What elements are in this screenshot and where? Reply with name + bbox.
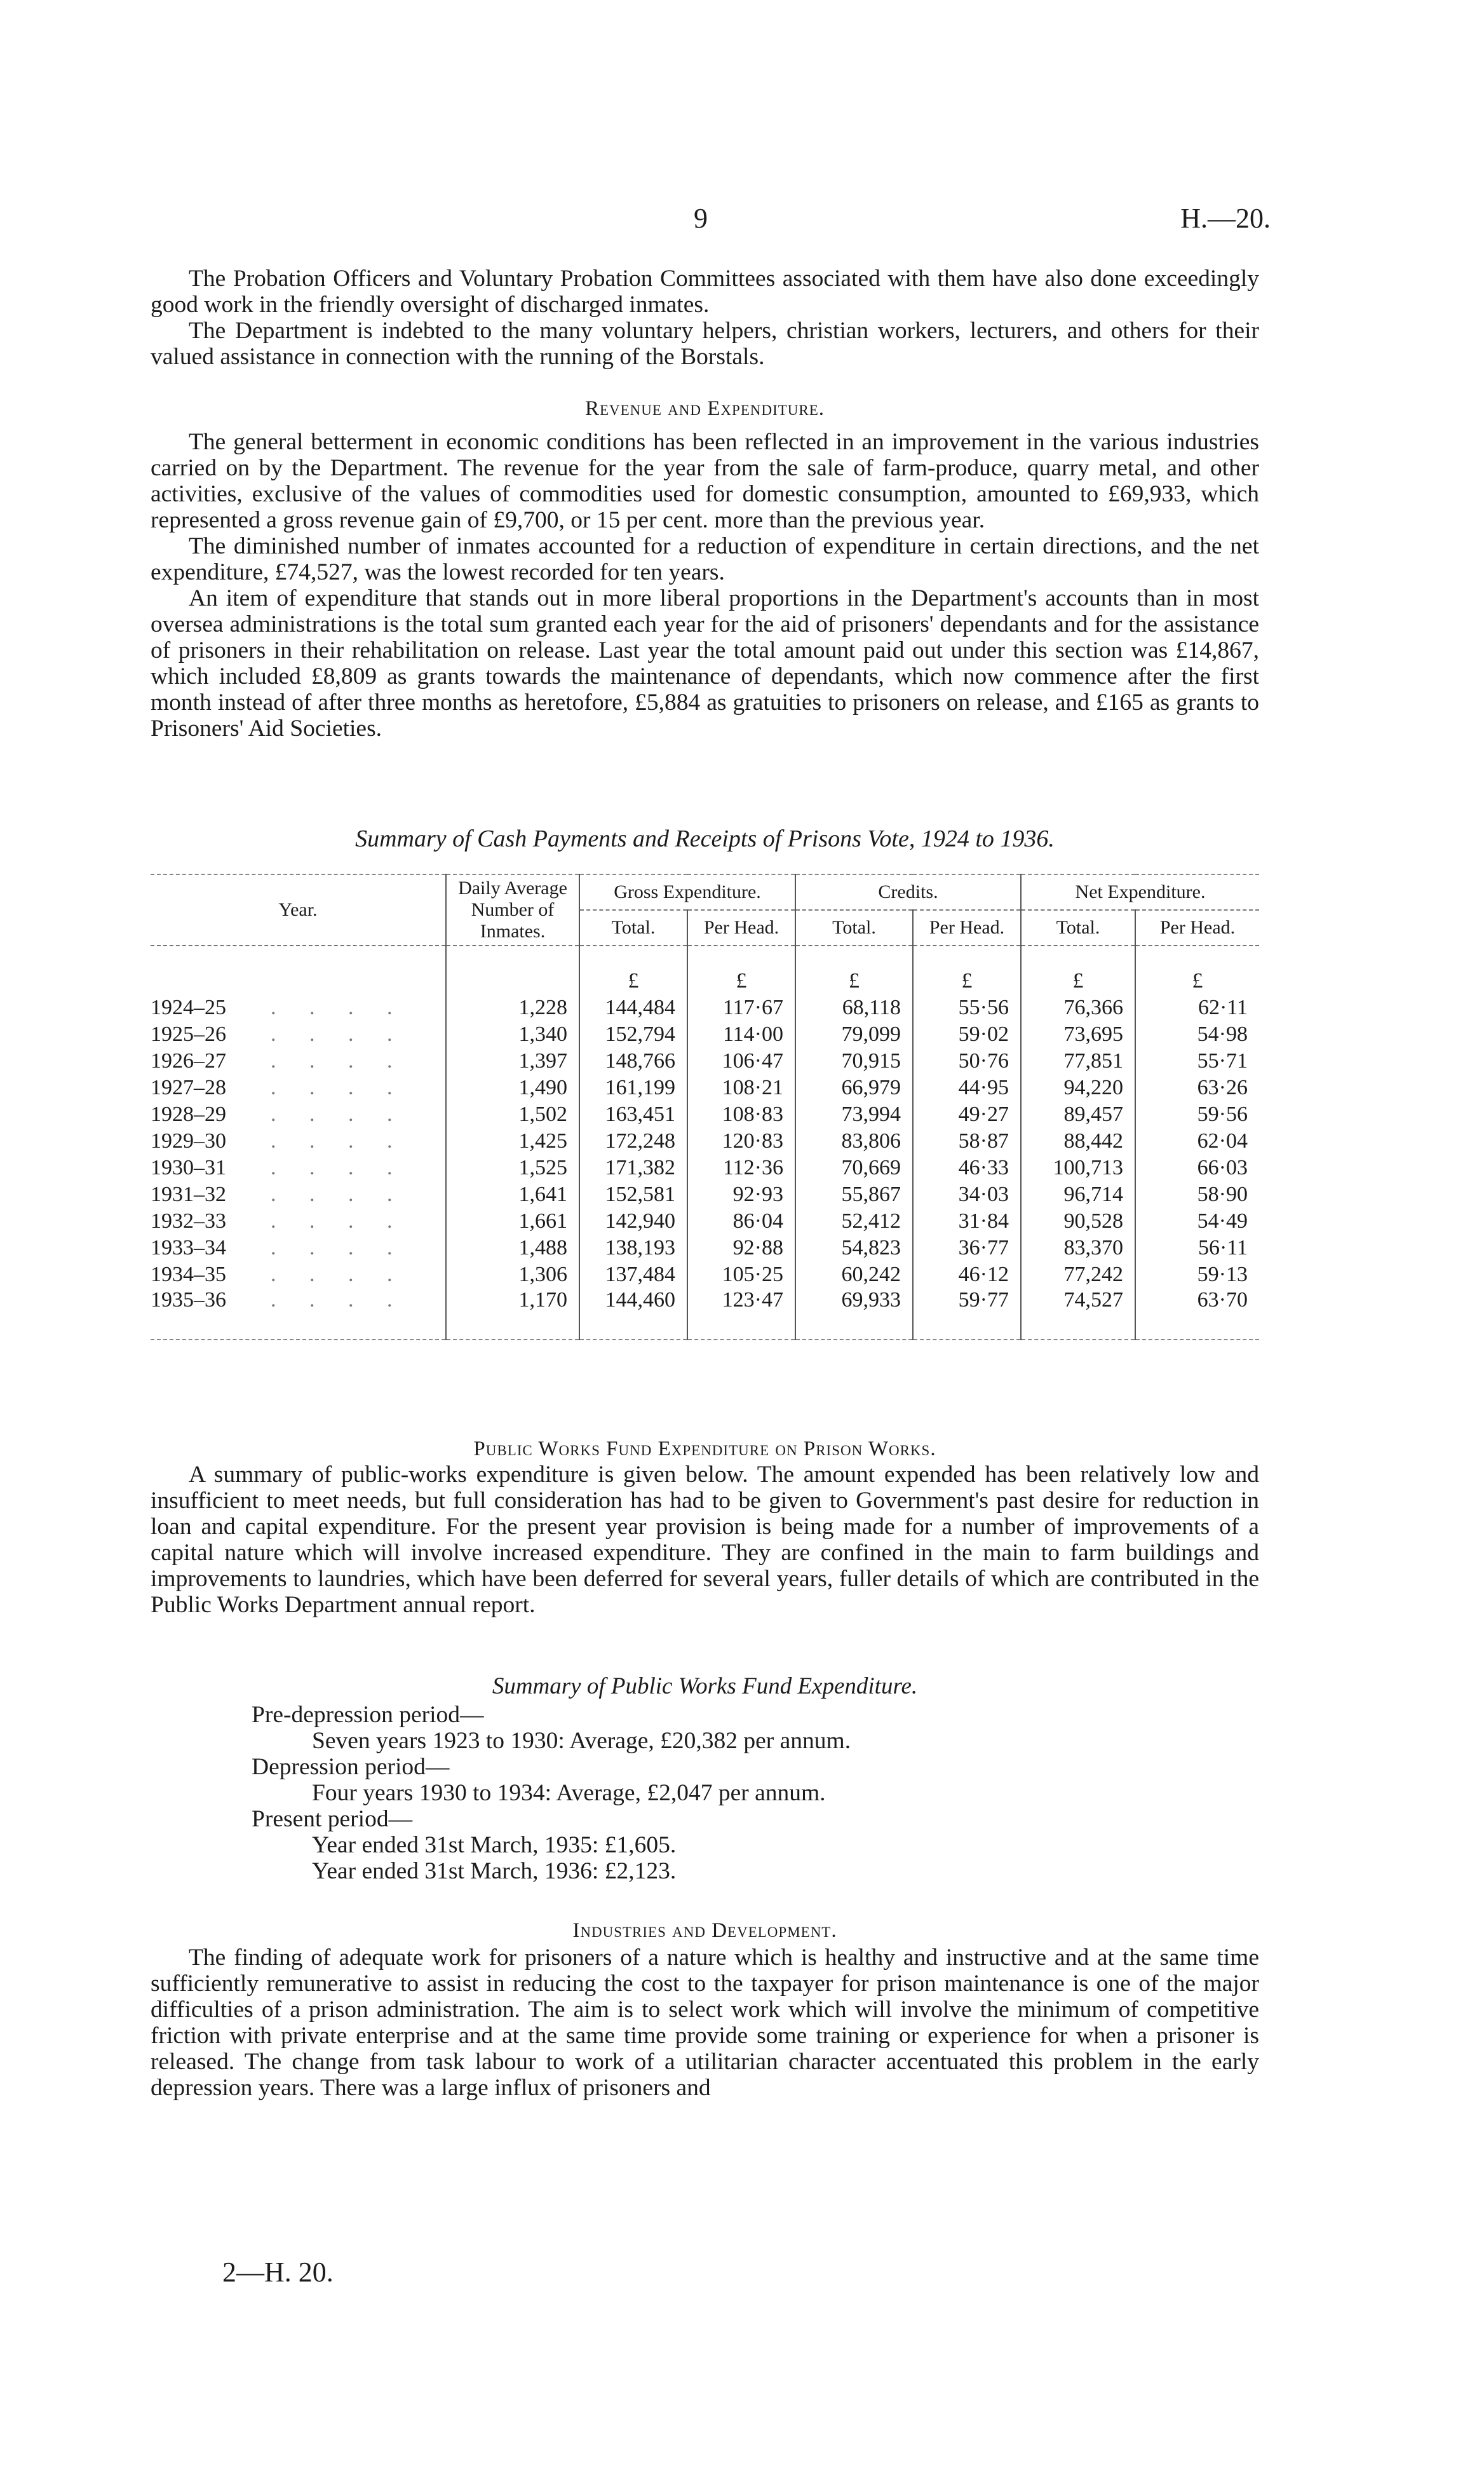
- cell-net-head: 62·11: [1135, 995, 1259, 1021]
- cell-gross-head: 92·88: [687, 1235, 795, 1261]
- table-row: [151, 1101, 1259, 1128]
- cash-payments-table: [151, 874, 1259, 1340]
- cell-year: [151, 1155, 446, 1181]
- cell-net-head: 62·04: [1135, 1128, 1259, 1155]
- table-row: [151, 1128, 1259, 1155]
- cell-credit-head: 49·27: [913, 1101, 1021, 1128]
- cell-gross-total: 152,581: [579, 1181, 687, 1208]
- cell-credit-total: 69,933: [795, 1288, 913, 1340]
- year-label: 1927–28: [151, 1076, 226, 1099]
- cell-gross-head: 108·83: [687, 1101, 795, 1128]
- cell-credit-total: 68,118: [795, 995, 913, 1021]
- cell-net-head: 63·70: [1135, 1288, 1259, 1340]
- cell-credit-total: 70,669: [795, 1155, 913, 1181]
- table-caption: Summary of Cash Payments and Receipts of Prisons Vote, 1924 to 1936.: [355, 825, 1055, 852]
- cell-net-total: 90,528: [1021, 1208, 1135, 1235]
- cell-gross-head: 86·04: [687, 1208, 795, 1235]
- cell-year: [151, 1235, 446, 1261]
- cell-net-total: 96,714: [1021, 1181, 1135, 1208]
- paragraph: An item of expenditure that stands out in more liberal proportions in the Department's accounts than in most oversea administrations is the total sum granted each year for the aid of prisoners' dependants and for the assistance of prisoners in their rehabilitation on release. Last year the total amount paid out under this section was £14,867, which included £8,809 as grants towards the maintenance of dependants, which now commence after the first month instead of after three months as heretofore, £5,884 as gratuities to prisoners on release, and £165 as grants to Prisoners' Aid Societies.: [151, 585, 1259, 742]
- leader-dots: . . . .: [271, 1049, 407, 1073]
- cell-inmates: 1,641: [446, 1181, 579, 1208]
- cell-year: [151, 1048, 446, 1075]
- cell-net-total: 76,366: [1021, 995, 1135, 1021]
- unit-label: £: [795, 946, 913, 995]
- cell-gross-head: 120·83: [687, 1128, 795, 1155]
- summary-line: Present period—: [252, 1806, 413, 1832]
- cell-net-total: 88,442: [1021, 1128, 1135, 1155]
- year-label: 1925–26: [151, 1022, 226, 1046]
- section-heading-public-works: Public Works Fund Expenditure on Prison Works.: [473, 1437, 936, 1460]
- header-total: Total.: [579, 910, 687, 946]
- cell-year: [151, 1075, 446, 1101]
- table-row: [151, 995, 1259, 1021]
- paragraph: The Probation Officers and Voluntary Probation Committees associated with them have also done exceedingly good work in the friendly oversight of discharged inmates.: [151, 266, 1259, 318]
- cell-inmates: 1,490: [446, 1075, 579, 1101]
- table-row: [151, 1181, 1259, 1208]
- summary-line: Four years 1930 to 1934: Average, £2,047 per annum.: [312, 1780, 826, 1806]
- year-label: 1935–36: [151, 1288, 226, 1312]
- header-year: Year.: [151, 874, 446, 946]
- cell-inmates: 1,228: [446, 995, 579, 1021]
- header-total: Total.: [1021, 910, 1135, 946]
- cell-year: [151, 1181, 446, 1208]
- cell-net-head: 54·98: [1135, 1021, 1259, 1048]
- unit-label: £: [1135, 946, 1259, 995]
- cell-credit-head: 34·03: [913, 1181, 1021, 1208]
- cell-inmates: 1,425: [446, 1128, 579, 1155]
- cell-credit-head: 59·02: [913, 1021, 1021, 1048]
- year-label: 1926–27: [151, 1049, 226, 1073]
- cell-gross-total: 144,484: [579, 995, 687, 1021]
- cell-credit-head: 31·84: [913, 1208, 1021, 1235]
- cell-inmates: 1,170: [446, 1288, 579, 1340]
- table-row: [151, 1208, 1259, 1235]
- leader-dots: . . . .: [271, 1263, 407, 1286]
- header-net-expenditure: Net Expenditure.: [1021, 874, 1259, 910]
- cell-gross-total: 142,940: [579, 1208, 687, 1235]
- cell-gross-head: 114·00: [687, 1021, 795, 1048]
- cell-year: [151, 1261, 446, 1288]
- year-label: 1924–25: [151, 996, 226, 1019]
- header-inmates: Daily Average Number of Inmates.: [446, 874, 579, 946]
- year-label: 1934–35: [151, 1263, 226, 1286]
- cell-net-total: 100,713: [1021, 1155, 1135, 1181]
- leader-dots: . . . .: [271, 1022, 407, 1046]
- cell-inmates: 1,661: [446, 1208, 579, 1235]
- paragraph: The Department is indebted to the many voluntary helpers, christian workers, lecturers, and others for their valued assistance in connection with the running of the Borstals.: [151, 318, 1259, 370]
- cell-credit-total: 83,806: [795, 1128, 913, 1155]
- cell-gross-head: 117·67: [687, 995, 795, 1021]
- cell-gross-head: 108·21: [687, 1075, 795, 1101]
- table-row: [151, 1261, 1259, 1288]
- cell-gross-total: 172,248: [579, 1128, 687, 1155]
- summary-line: Seven years 1923 to 1930: Average, £20,382 per annum.: [312, 1728, 851, 1754]
- cell-year: [151, 995, 446, 1021]
- header-per-head: Per Head.: [687, 910, 795, 946]
- year-label: 1930–31: [151, 1156, 226, 1179]
- table-row: [151, 1235, 1259, 1261]
- year-label: 1933–34: [151, 1236, 226, 1260]
- cell-year: [151, 1208, 446, 1235]
- cell-gross-total: 148,766: [579, 1048, 687, 1075]
- summary-line: Year ended 31st March, 1936: £2,123.: [312, 1858, 677, 1884]
- cell-net-head: 59·13: [1135, 1261, 1259, 1288]
- summary-title: Summary of Public Works Fund Expenditure.: [492, 1673, 918, 1699]
- cell-net-head: 55·71: [1135, 1048, 1259, 1075]
- unit-label: £: [913, 946, 1021, 995]
- cell-credit-head: 46·33: [913, 1155, 1021, 1181]
- summary-line: Pre-depression period—: [252, 1702, 484, 1728]
- cell-credit-total: 79,099: [795, 1021, 913, 1048]
- intro-section: [151, 266, 1259, 370]
- paragraph: The general betterment in economic conditions has been reflected in an improvement in the various industries carried on by the Department. The revenue for the year from the sale of farm-produce, quarry metal, and other activities, exclusive of the values of commodities used for domestic consumption, amounted to £69,933, which represented a gross revenue gain of £9,700, or 15 per cent. more than the previous year.: [151, 429, 1259, 533]
- cell-inmates: 1,397: [446, 1048, 579, 1075]
- paragraph: The finding of adequate work for prisoners of a nature which is healthy and instructive and at the same time sufficiently remunerative to assist in reducing the cost to the taxpayer for prison maintenance is one of the major difficulties of a prison administration. The aim is to select work which will involve the minimum of competitive friction with private enterprise and at the same time provide some training or experience for when a prisoner is released. The change from task labour to work of a utilitarian character accentuated this problem in the early depression years. There was a large influx of prisoners and: [151, 1945, 1259, 2101]
- cell-net-total: 74,527: [1021, 1288, 1135, 1340]
- paragraph: A summary of public-works expenditure is given below. The amount expended has been relatively low and insufficient to meet needs, but full consideration has had to be given to Government's past desire for reduction in loan and capital expenditure. For the present year provision is being made for a number of improvements of a capital nature which will involve increased expenditure. They are confined in the main to farm buildings and improvements to laundries, which have been deferred for several years, fuller details of which are contributed in the Public Works Department annual report.: [151, 1462, 1259, 1618]
- cell-net-total: 73,695: [1021, 1021, 1135, 1048]
- cell-net-total: 94,220: [1021, 1075, 1135, 1101]
- unit-label: £: [687, 946, 795, 995]
- cell-gross-head: 112·36: [687, 1155, 795, 1181]
- cell-net-head: 58·90: [1135, 1181, 1259, 1208]
- leader-dots: . . . .: [271, 1103, 407, 1126]
- cell-gross-total: 138,193: [579, 1235, 687, 1261]
- cell-inmates: 1,525: [446, 1155, 579, 1181]
- leader-dots: . . . .: [271, 1156, 407, 1179]
- leader-dots: . . . .: [271, 996, 407, 1019]
- summary-line: Year ended 31st March, 1935: £1,605.: [312, 1832, 677, 1858]
- cell-credit-total: 73,994: [795, 1101, 913, 1128]
- cell-gross-head: 92·93: [687, 1181, 795, 1208]
- cell-credit-head: 46·12: [913, 1261, 1021, 1288]
- cell-inmates: 1,502: [446, 1101, 579, 1128]
- table-row: [151, 1075, 1259, 1101]
- cell-inmates: 1,340: [446, 1021, 579, 1048]
- cell-inmates: 1,488: [446, 1235, 579, 1261]
- cell-credit-head: 44·95: [913, 1075, 1021, 1101]
- page-number: 9: [694, 203, 708, 234]
- cell-net-total: 77,851: [1021, 1048, 1135, 1075]
- cell-net-total: 83,370: [1021, 1235, 1135, 1261]
- cell-credit-total: 60,242: [795, 1261, 913, 1288]
- header-credits: Credits.: [795, 874, 1021, 910]
- cell-credit-total: 70,915: [795, 1048, 913, 1075]
- cell-gross-head: 105·25: [687, 1261, 795, 1288]
- table-row: [151, 1021, 1259, 1048]
- industries-section: [151, 1945, 1259, 2101]
- cell-year: [151, 1101, 446, 1128]
- cell-credit-head: 50·76: [913, 1048, 1021, 1075]
- cell-credit-total: 54,823: [795, 1235, 913, 1261]
- header-gross-expenditure: Gross Expenditure.: [579, 874, 795, 910]
- cell-gross-total: 163,451: [579, 1101, 687, 1128]
- leader-dots: . . . .: [271, 1288, 407, 1312]
- year-label: 1928–29: [151, 1103, 226, 1126]
- leader-dots: . . . .: [271, 1209, 407, 1233]
- cell-gross-head: 106·47: [687, 1048, 795, 1075]
- cell-credit-head: 58·87: [913, 1128, 1021, 1155]
- document-reference: H.—20.: [1180, 203, 1271, 234]
- cell-credit-total: 66,979: [795, 1075, 913, 1101]
- cell-gross-total: 144,460: [579, 1288, 687, 1340]
- cell-inmates: 1,306: [446, 1261, 579, 1288]
- cell-gross-total: 171,382: [579, 1155, 687, 1181]
- header-per-head: Per Head.: [913, 910, 1021, 946]
- year-label: 1929–30: [151, 1129, 226, 1153]
- cell-credit-total: 55,867: [795, 1181, 913, 1208]
- cell-net-head: 59·56: [1135, 1101, 1259, 1128]
- year-label: 1932–33: [151, 1209, 226, 1233]
- unit-row: [151, 946, 1259, 995]
- leader-dots: . . . .: [271, 1129, 407, 1153]
- cell-net-head: 66·03: [1135, 1155, 1259, 1181]
- leader-dots: . . . .: [271, 1076, 407, 1099]
- unit-label: £: [579, 946, 687, 995]
- cell-net-total: 89,457: [1021, 1101, 1135, 1128]
- cell-net-head: 56·11: [1135, 1235, 1259, 1261]
- cell-gross-total: 161,199: [579, 1075, 687, 1101]
- leader-dots: . . . .: [271, 1236, 407, 1260]
- cell-year: [151, 1021, 446, 1048]
- revenue-section: [151, 429, 1259, 742]
- section-heading-industries: Industries and Development.: [572, 1919, 837, 1942]
- cell-net-head: 54·49: [1135, 1208, 1259, 1235]
- table-row: [151, 1048, 1259, 1075]
- cell-credit-head: 36·77: [913, 1235, 1021, 1261]
- cell-credit-total: 52,412: [795, 1208, 913, 1235]
- cell-year: [151, 1288, 446, 1340]
- leader-dots: . . . .: [271, 1183, 407, 1206]
- paragraph: The diminished number of inmates accounted for a reduction of expenditure in certain directions, and the net expenditure, £74,527, was the lowest recorded for ten years.: [151, 533, 1259, 585]
- unit-label: £: [1021, 946, 1135, 995]
- table-row: [151, 1288, 1259, 1340]
- header-total: Total.: [795, 910, 913, 946]
- cell-net-total: 77,242: [1021, 1261, 1135, 1288]
- public-works-section: [151, 1462, 1259, 1618]
- cell-credit-head: 55·56: [913, 995, 1021, 1021]
- cell-gross-total: 137,484: [579, 1261, 687, 1288]
- table-row: [151, 1155, 1259, 1181]
- footer-signature: 2—H. 20.: [222, 2257, 334, 2288]
- cell-year: [151, 1128, 446, 1155]
- cell-gross-head: 123·47: [687, 1288, 795, 1340]
- section-heading-revenue: Revenue and Expenditure.: [584, 397, 825, 420]
- cell-net-head: 63·26: [1135, 1075, 1259, 1101]
- cell-credit-head: 59·77: [913, 1288, 1021, 1340]
- public-works-summary: [252, 1702, 851, 1884]
- header-per-head: Per Head.: [1135, 910, 1259, 946]
- cell-gross-total: 152,794: [579, 1021, 687, 1048]
- summary-line: Depression period—: [252, 1754, 450, 1780]
- year-label: 1931–32: [151, 1183, 226, 1206]
